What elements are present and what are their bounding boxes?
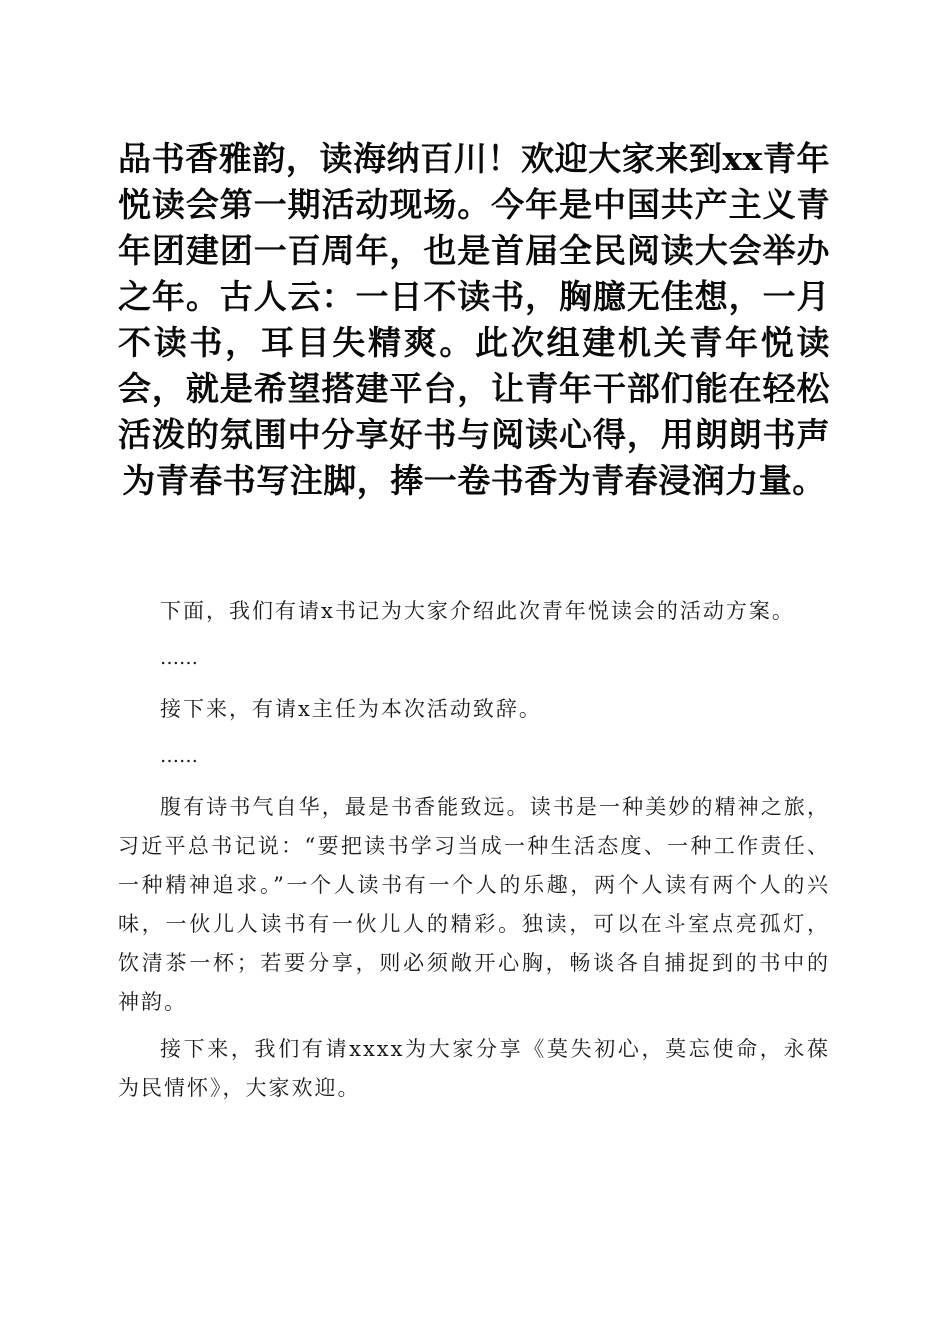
paragraph-speech-invite: 接下来，有请x主任为本次活动致辞。 — [160, 697, 542, 721]
paragraph-introduce-plan: 下面，我们有请x书记为大家介绍此次青年悦读会的活动方案。 — [160, 599, 795, 623]
paragraph-ellipsis: …… — [160, 745, 198, 767]
paragraph-ellipsis: …… — [160, 647, 198, 669]
paragraph-share-invite: 接下来，我们有请xxxx为大家分享《莫失初心，莫忘使命，永葆为民情怀》，大家欢迎。 — [118, 1037, 830, 1100]
body-text — [118, 592, 830, 1116]
paragraph-reading-essay: 腹有诗书气自华，最是书香能致远。读书是一种美妙的精神之旅，习近平总书记说：“要把读书学习当成一种生活态度、一种工作责任、一种精神追求。”一个人读书有一个人的乐趣，两个人读有两个人的兴味，一伙儿人读书有一伙儿人的精彩。独读，可以在斗室点亮孤灯，饮清茶一杯；若要分享，则必须敞开心胸，畅谈各自捕捉到的书中的神韵。 — [118, 795, 830, 1014]
headline-paragraph: 品书香雅韵，读海纳百川！欢迎大家来到xx青年悦读会第一期活动现场。今年是中国共产主义青年团建团一百周年，也是首届全民阅读大会举办之年。古人云：一日不读书，胸臆无佳想，一月不读书，耳目失精爽。此次组建机关青年悦读会，就是希望搭建平台，让青年干部们能在轻松活泼的氛围中分享好书与阅读心得，用朗朗书声为青春书写注脚，捧一卷书香为青春浸润力量。 — [118, 139, 830, 500]
